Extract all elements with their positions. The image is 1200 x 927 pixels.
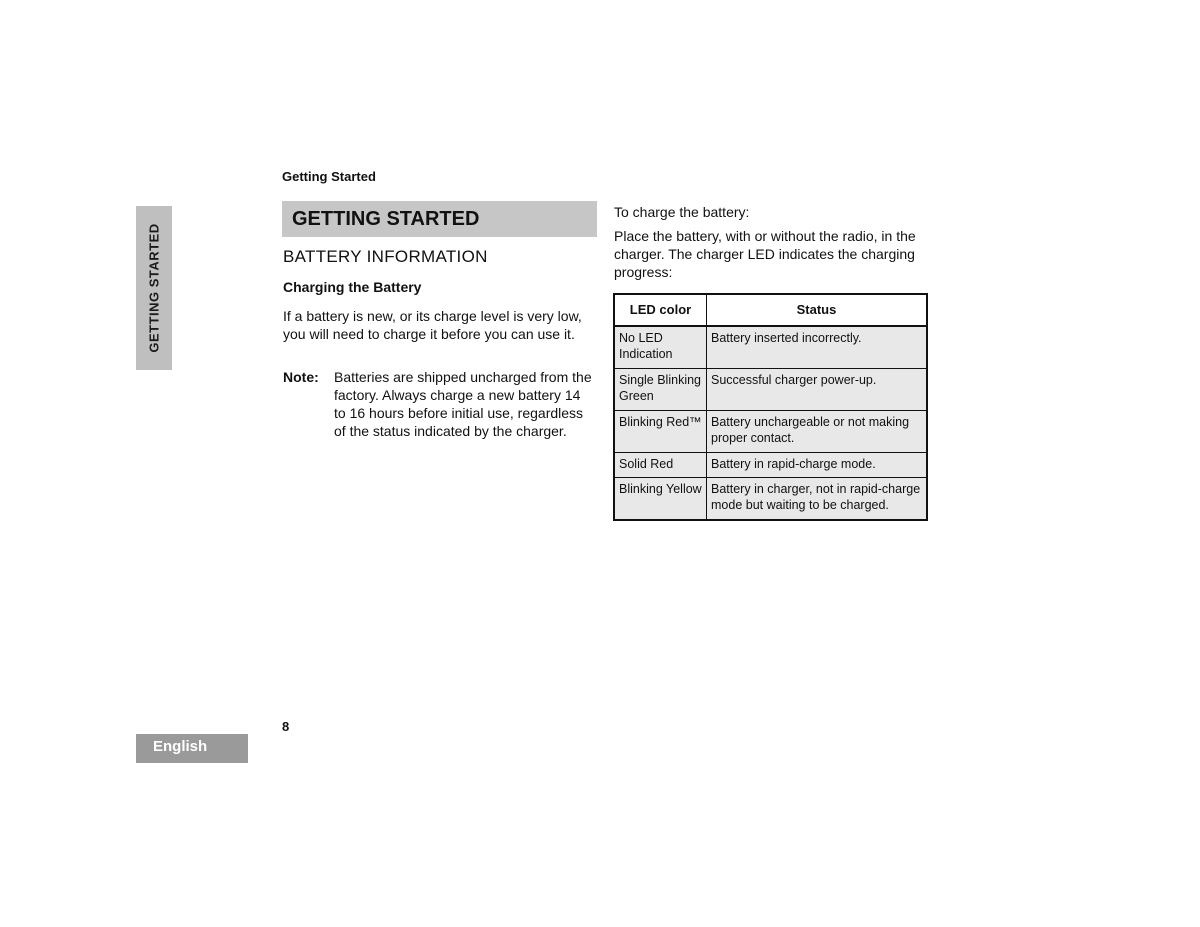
table-row: [614, 326, 927, 369]
charge-lead-text: To charge the battery:: [614, 204, 750, 220]
status-cell: Battery unchargeable or not making proper contact.: [707, 411, 928, 453]
note-label: Note:: [283, 369, 319, 385]
table-header-row: [614, 294, 927, 326]
note-text: Batteries are shipped uncharged from the factory. Always charge a new battery 14 to 16 hours before initial use, regardless of the status indicated by the charger.: [334, 369, 592, 439]
status-cell: Battery in charger, not in rapid-charge mode but waiting to be charged.: [707, 478, 928, 521]
status-cell: Battery in rapid-charge mode.: [707, 453, 928, 478]
intro-paragraph: If a battery is new, or its charge level is very low, you will need to charge it before you can use it.: [283, 308, 582, 342]
led-color-cell: Blinking Red™: [614, 411, 707, 453]
running-head: Getting Started: [282, 169, 376, 184]
led-color-cell: Solid Red: [614, 453, 707, 478]
charge-instructions: Place the battery, with or without the radio, in the charger. The charger LED indicates the charging progress:: [614, 228, 916, 280]
header-status: Status: [707, 294, 928, 326]
subsection-title: BATTERY INFORMATION: [283, 247, 488, 266]
note-block: [283, 368, 595, 440]
table-row: [614, 411, 927, 453]
side-section-tab: [136, 206, 172, 370]
status-cell: Battery inserted incorrectly.: [707, 326, 928, 369]
page-number: 8: [282, 719, 290, 734]
header-led-color: LED color: [614, 294, 707, 326]
minor-heading: Charging the Battery: [283, 279, 422, 295]
table-row: [614, 369, 927, 411]
table-row: [614, 453, 927, 478]
language-tab: English: [136, 734, 248, 763]
table-row: [614, 478, 927, 521]
status-cell: Successful charger power-up.: [707, 369, 928, 411]
led-color-cell: No LED Indication: [614, 326, 707, 369]
section-title: GETTING STARTED: [282, 201, 597, 237]
side-tab-label: GETTING STARTED: [146, 223, 162, 353]
led-status-table: [613, 293, 928, 521]
led-color-cell: Single Blinking Green: [614, 369, 707, 411]
led-color-cell: Blinking Yellow: [614, 478, 707, 521]
